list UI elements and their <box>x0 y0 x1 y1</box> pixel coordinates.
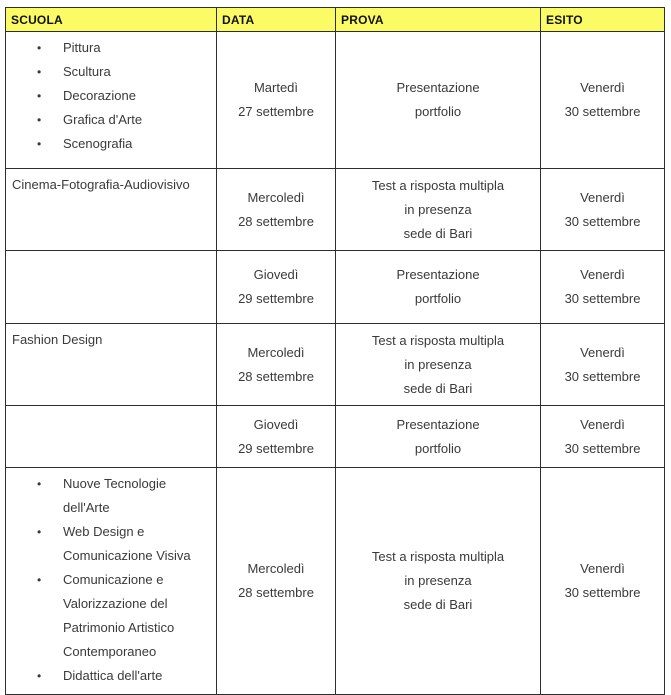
column-header-scuola: SCUOLA <box>6 8 217 32</box>
cell-text-line: portfolio <box>414 291 462 306</box>
header-row <box>6 8 665 32</box>
cell-text-line: Venerdì <box>580 344 625 360</box>
cell-text-line: Venerdì <box>580 561 625 576</box>
cell-text-line: sede di Bari <box>403 597 473 612</box>
cell-text-line: Mercoledì <box>247 344 305 360</box>
cell-prova <box>336 468 541 695</box>
school-text-line: dell'Arte <box>63 500 110 515</box>
cell-text-line: Venerdì <box>580 267 625 282</box>
cell-text-line: portfolio <box>414 440 462 456</box>
cell-prova <box>336 169 541 251</box>
school-list-item <box>8 60 214 84</box>
school-text-line: Web Design e <box>63 524 145 539</box>
column-header-prova: PROVA <box>336 8 541 32</box>
cell-text-line: 30 settembre <box>564 291 641 306</box>
bullet-icon: • <box>37 137 42 151</box>
table-row <box>6 324 665 406</box>
school-text-line: Patrimonio Artistico <box>63 620 175 635</box>
cell-scuola <box>6 468 217 695</box>
school-list-item <box>8 84 214 108</box>
cell-text-line: 30 settembre <box>564 585 641 600</box>
cell-prova <box>336 251 541 324</box>
cell-text-line: Test a risposta multipla <box>371 332 505 348</box>
cell-text-line: 29 settembre <box>238 440 314 456</box>
bullet-icon: • <box>37 113 42 127</box>
table-row <box>6 32 665 169</box>
school-text-line: Valorizzazione del <box>63 596 168 611</box>
bullet-icon: • <box>37 41 42 55</box>
cell-text-line: sede di Bari <box>403 225 473 241</box>
school-text-line: Contemporaneo <box>63 644 157 659</box>
table-row <box>6 169 665 251</box>
bullet-icon: • <box>37 573 42 587</box>
exam-schedule-table <box>5 7 665 695</box>
school-text-line: Comunicazione e <box>63 572 164 587</box>
cell-text-line: Presentazione <box>396 267 480 282</box>
cell-text-line: 27 settembre <box>238 104 314 119</box>
cell-scuola <box>6 169 217 251</box>
cell-text-line: 28 settembre <box>238 368 314 384</box>
table-row <box>6 251 665 324</box>
cell-text-line: 30 settembre <box>564 104 641 119</box>
cell-text-line: Martedì <box>253 80 299 95</box>
school-list-item <box>8 36 214 60</box>
cell-text-line: 30 settembre <box>564 440 641 456</box>
cell-text-line: Venerdì <box>580 416 625 432</box>
cell-text-line: 29 settembre <box>238 291 314 306</box>
column-header-data: DATA <box>217 8 336 32</box>
cell-prova <box>336 324 541 406</box>
cell-prova <box>336 406 541 468</box>
cell-esito <box>541 406 665 468</box>
cell-scuola <box>6 324 217 406</box>
school-name: Cinema-Fotografia-Audiovisivo <box>12 177 190 192</box>
table-body <box>6 32 665 695</box>
school-text-line: Scenografia <box>63 136 133 151</box>
school-text-line: Decorazione <box>63 88 136 103</box>
cell-scuola <box>6 32 217 169</box>
cell-esito <box>541 468 665 695</box>
cell-text-line: Venerdì <box>580 80 625 95</box>
school-name: Fashion Design <box>12 332 103 347</box>
cell-text-line: 30 settembre <box>564 368 641 384</box>
cell-prova <box>336 32 541 169</box>
cell-text-line: Giovedì <box>253 416 299 432</box>
cell-esito <box>541 324 665 406</box>
cell-text-line: in presenza <box>404 356 472 372</box>
bullet-icon: • <box>37 89 42 103</box>
table-row <box>6 468 665 695</box>
school-text-line: Nuove Tecnologie <box>63 476 167 491</box>
cell-text-line: Presentazione <box>396 416 480 432</box>
cell-data <box>217 468 336 695</box>
school-list-item <box>8 664 214 688</box>
column-header-esito: ESITO <box>541 8 665 32</box>
cell-data <box>217 32 336 169</box>
cell-text-line: Venerdì <box>580 189 625 205</box>
cell-esito <box>541 251 665 324</box>
school-list-item <box>8 520 214 568</box>
school-text-line: Pittura <box>63 40 101 55</box>
cell-text-line: Presentazione <box>396 80 480 95</box>
cell-text-line: Mercoledì <box>247 189 305 205</box>
school-list-item <box>8 472 214 520</box>
school-text-line: Scultura <box>63 64 111 79</box>
bullet-icon: • <box>37 525 42 539</box>
cell-text-line: portfolio <box>414 104 462 119</box>
cell-data <box>217 324 336 406</box>
cell-text-line: 30 settembre <box>564 213 641 229</box>
cell-data <box>217 169 336 251</box>
cell-text-line: 28 settembre <box>238 585 314 600</box>
cell-esito <box>541 32 665 169</box>
school-text-line: Grafica d'Arte <box>63 112 143 127</box>
cell-text-line: sede di Bari <box>403 380 473 396</box>
school-text-line: Didattica dell'arte <box>63 668 163 683</box>
school-list-item <box>8 132 214 156</box>
cell-text-line: in presenza <box>404 573 472 588</box>
cell-text-line: Test a risposta multipla <box>371 177 505 193</box>
school-list-item <box>8 568 214 664</box>
cell-text-line: in presenza <box>404 201 472 217</box>
school-text-line: Comunicazione Visiva <box>63 548 191 563</box>
school-list-item <box>8 108 214 132</box>
school-list <box>8 472 214 688</box>
bullet-icon: • <box>37 669 42 683</box>
bullet-icon: • <box>37 477 42 491</box>
cell-text-line: Test a risposta multipla <box>371 549 505 564</box>
cell-data <box>217 251 336 324</box>
bullet-icon: • <box>37 65 42 79</box>
cell-esito <box>541 169 665 251</box>
cell-scuola <box>6 406 217 468</box>
cell-data <box>217 406 336 468</box>
cell-text-line: 28 settembre <box>238 213 314 229</box>
cell-text-line: Mercoledì <box>247 561 305 576</box>
school-list <box>8 36 214 156</box>
cell-text-line: Giovedì <box>253 267 299 282</box>
table-row <box>6 406 665 468</box>
cell-scuola <box>6 251 217 324</box>
